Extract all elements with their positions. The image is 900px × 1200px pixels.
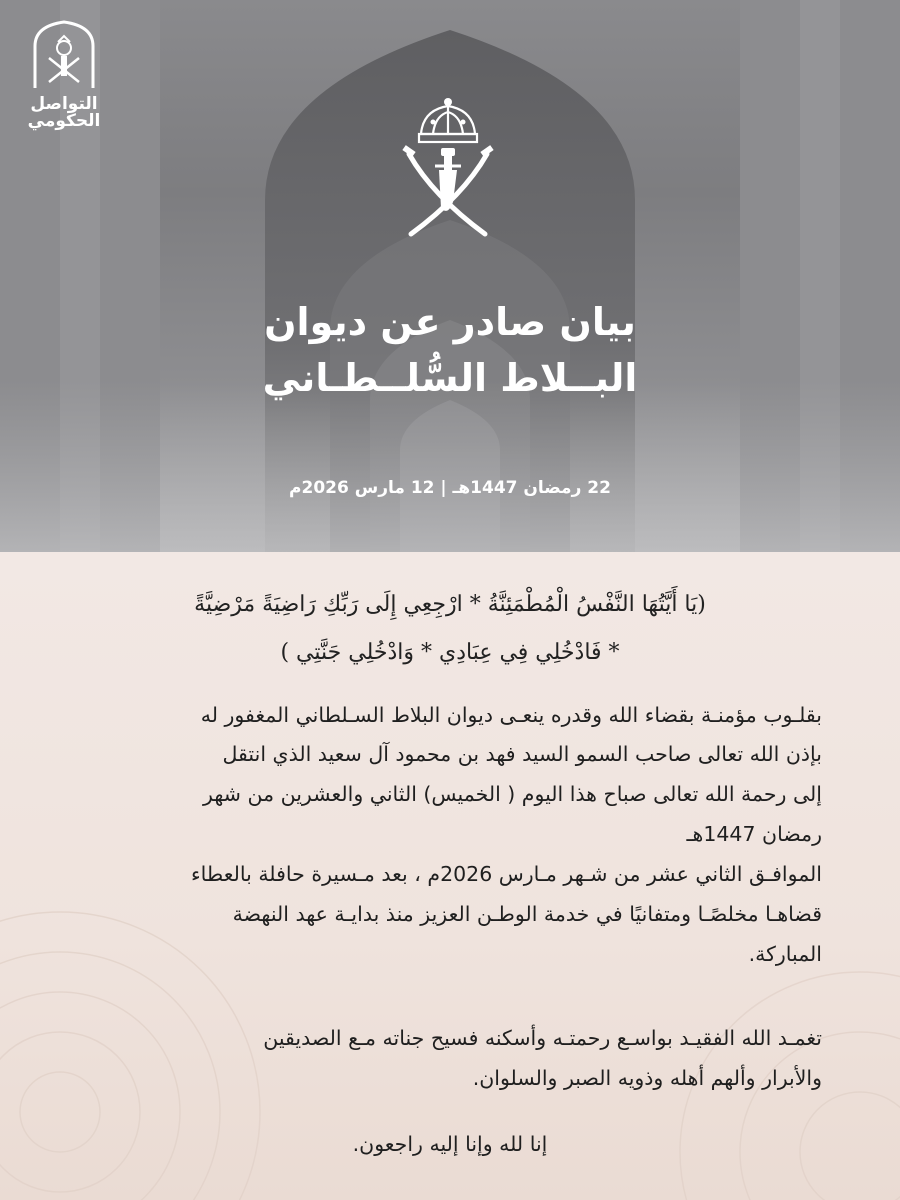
quran-verse-line2: * فَادْخُلِي فِي عِبَادِي * وَادْخُلِي جَنَّتِي ) [280, 640, 620, 665]
logo-text-line2: الحكومي [27, 111, 101, 131]
body-line-5: الموافـق الثاني عشر من شـهر مـارس 2026م ، بعد مـسيرة حافلة بالعطاء [191, 862, 822, 886]
body-line-1: بقلـوب مؤمنـة بقضاء الله وقدره ينعـى ديوان البلاط السـلطاني المغفور له [200, 703, 822, 727]
body-line-7: المباركة. [748, 942, 822, 966]
prayer-line-1: تغمـد الله الفقيـد بواسـع رحمتـه وأسكنه فسيح جناته مـع الصديقين [263, 1026, 822, 1050]
body-line-2: بإذن الله تعالى صاحب السمو السيد فهد بن محمود آل سعيد الذي انتقل [222, 742, 822, 766]
prayer-line-2: والأبرار وألهم أهله وذويه الصبر والسلوان. [472, 1066, 822, 1090]
body-line-3: إلى رحمة الله تعالى صباح هذا اليوم ( الخميس) الثاني والعشرين من شهر [203, 782, 822, 806]
statement-title-line1: بيان صادر عن ديوان [264, 300, 636, 344]
quran-verse-line1: (يَا أَيَّتُهَا النَّفْسُ الْمُطْمَئِنَّةُ * ارْجِعِي إِلَى رَبِّكِ رَاضِيَةً مَرْضِيَّةً [194, 592, 706, 617]
body-line-4: رمضان 1447هـ [686, 822, 822, 846]
closing-line: إنا لله وإنا إليه راجعون. [352, 1132, 548, 1156]
logo-text-line1: التواصل [30, 94, 98, 114]
arch-background [0, 0, 900, 552]
body-line-6: قضاهـا مخلصًـا ومتفانيًا في خدمة الوطـن العزيز منذ بدايـة عهد النهضة [232, 902, 822, 926]
header-banner [0, 0, 900, 552]
oman-national-emblem-icon [393, 96, 503, 246]
statement-title-line2: البــلاط السُّلــطـاني [262, 356, 638, 400]
oman-emblem-icon [31, 20, 97, 90]
government-communication-logo [18, 20, 110, 130]
statement-date: 22 رمضان 1447هـ | 12 مارس 2026م [289, 478, 611, 498]
